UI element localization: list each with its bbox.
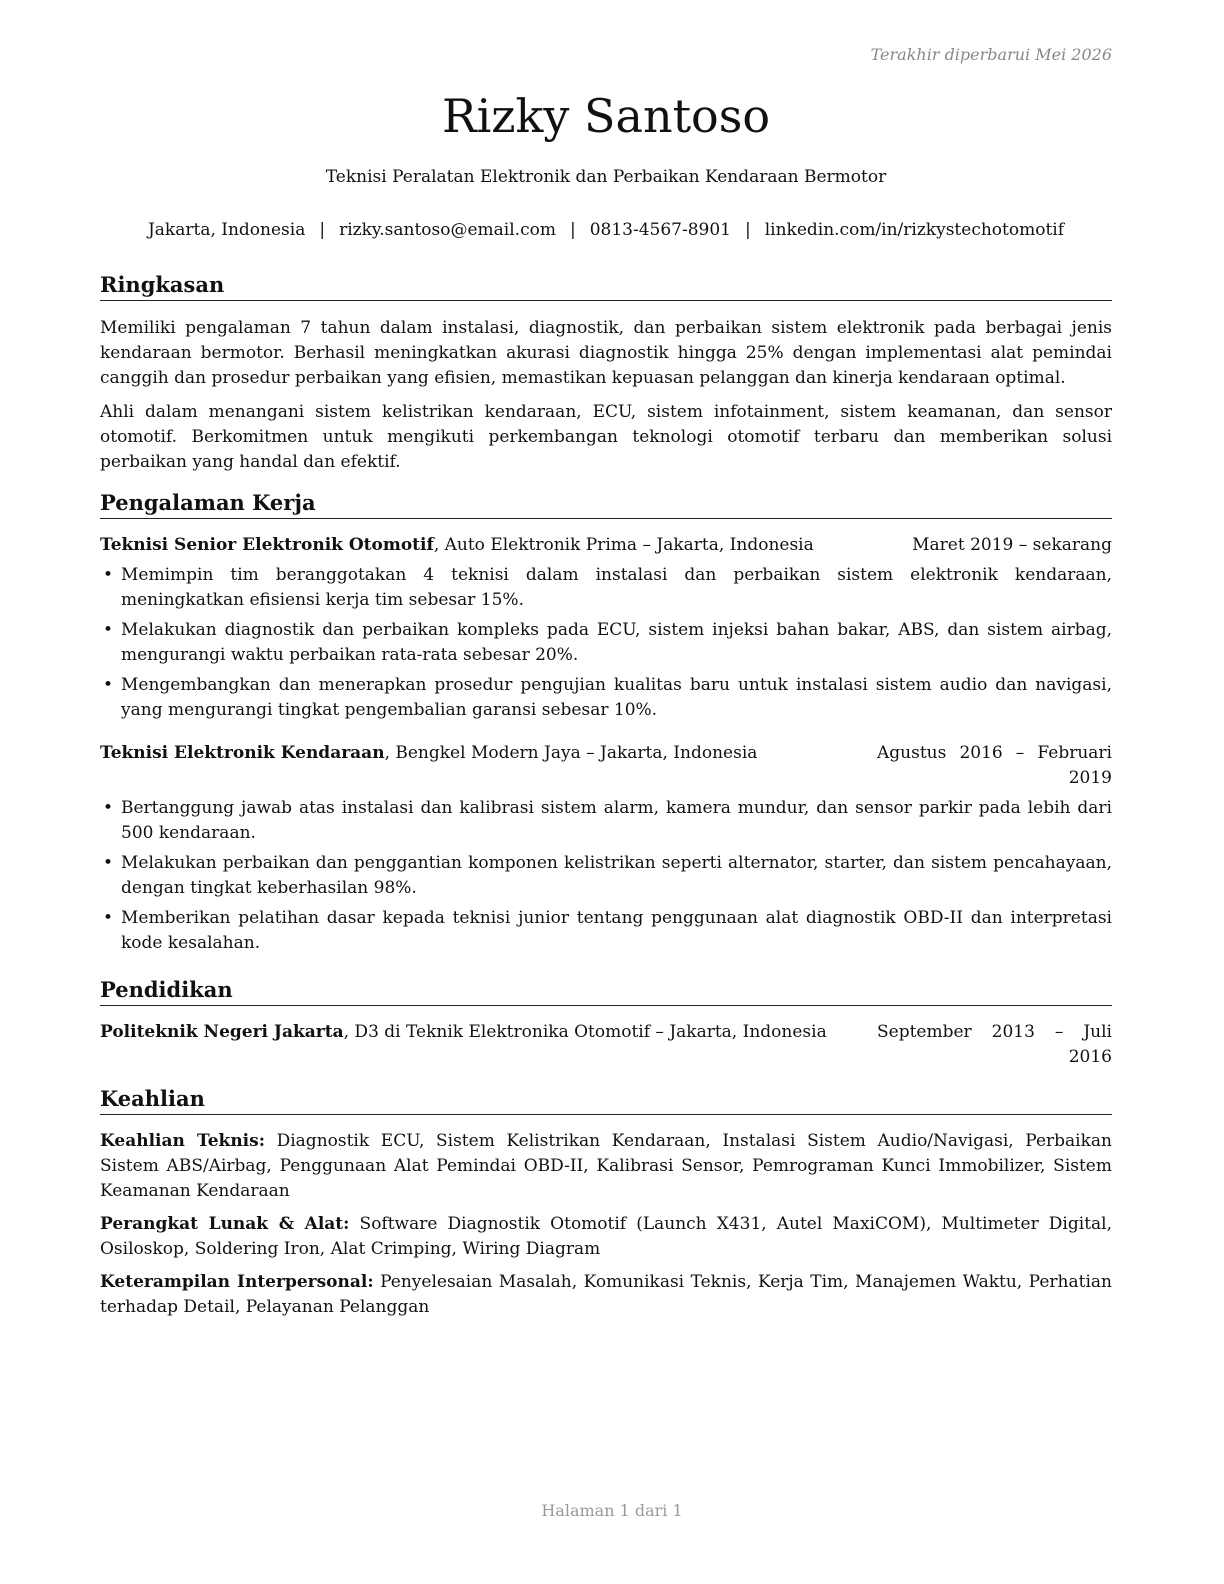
page-number-footer: Halaman 1 dari 1 [541,1501,683,1520]
section-title-summary: Ringkasan [100,271,1112,301]
skills-section [100,1085,1112,1328]
summary-paragraph: Memiliki pengalaman 7 tahun dalam instalasi, diagnostik, dan perbaikan sistem elektronik pada berbagai jenis kendaraan bermotor. Berhasil meningkatkan akurasi diagnostik hingga 25% dengan implementasi alat pemindai canggih dan prosedur perbaikan yang efisien, memastikan kepuasan pelanggan dan kinerja kendaraan optimal. [100,318,1112,388]
job-header [100,533,1112,558]
education-detail: , D3 di Teknik Elektronika Otomotif – Jakarta, Indonesia [343,1022,827,1042]
skill-group-label: Keterampilan Interpersonal: [100,1272,374,1292]
experience-section [100,489,1112,961]
summary-section [100,271,1112,475]
job-bullet [100,796,1112,846]
job-bullets [100,796,1112,956]
contact-separator: | [319,220,326,240]
job-bullet [100,673,1112,723]
job-role: Teknisi Senior Elektronik Otomotif [100,535,434,555]
job-bullet [100,563,1112,613]
skill-group [100,1270,1112,1320]
bullet-glyph: • [103,798,114,818]
job-bullet-text: Mengembangkan dan menerapkan prosedur pengujian kualitas baru untuk instalasi sistem audio dan navigasi, yang mengurangi tingkat pengembalian garansi sebesar 10%. [121,675,1112,720]
section-title-skills: Keahlian [100,1085,1112,1115]
job-bullets [100,563,1112,723]
candidate-headline: Teknisi Peralatan Elektronik dan Perbaikan Kendaraan Bermotor [325,167,887,187]
job-bullet-text: Melakukan perbaikan dan penggantian komponen kelistrikan seperti alternator, starter, dan sistem pencahayaan, dengan tingkat keberhasilan 98%. [121,853,1112,898]
job-dates: Maret 2019 – sekarang [912,535,1112,555]
education-entry [100,1020,1112,1070]
job-entry [100,533,1112,723]
job-bullet [100,851,1112,901]
job-bullet-text: Bertanggung jawab atas instalasi dan kalibrasi sistem alarm, kamera mundur, dan sensor parkir pada lebih dari 500 kendaraan. [121,798,1112,843]
job-dates: Agustus 2016 – Februari 2019 [877,743,1112,788]
job-role: Teknisi Elektronik Kendaraan [100,743,385,763]
job-header [100,741,1112,791]
skill-group-text: Penyelesaian Masalah, Komunikasi Teknis, Kerja Tim, Manajemen Waktu, Perhatian terhadap Detail, Pelayanan Pelanggan [100,1272,1112,1317]
job-company: , Auto Elektronik Prima – Jakarta, Indonesia [433,535,814,555]
bullet-glyph: • [103,853,114,873]
skill-group-text: Diagnostik ECU, Sistem Kelistrikan Kendaraan, Instalasi Sistem Audio/Navigasi, Perbaikan Sistem ABS/Airbag, Penggunaan Alat Pemindai OBD-II, Kalibrasi Sensor, Pemrograman Kunci Immobilizer, Sistem Keamanan Kendaraan [100,1131,1112,1201]
section-title-education: Pendidikan [100,976,1112,1006]
contact-linkedin[interactable]: linkedin.com/in/rizkystechotomotif [764,220,1065,240]
job-bullet [100,618,1112,668]
contact-line [100,220,1112,240]
last-updated-note: Terakhir diperbarui Mei 2026 [870,45,1112,64]
candidate-name: Rizky Santoso [441,89,771,143]
skill-group [100,1129,1112,1204]
job-company: , Bengkel Modern Jaya – Jakarta, Indonesia [384,743,758,763]
education-dates: September 2013 – Juli 2016 [877,1022,1112,1067]
skill-group-label: Keahlian Teknis: [100,1131,265,1151]
contact-phone: 0813-4567-8901 [589,220,731,240]
job-bullet-text: Memimpin tim beranggotakan 4 teknisi dalam instalasi dan perbaikan sistem elektronik kendaraan, meningkatkan efisiensi kerja tim sebesar 15%. [121,565,1112,610]
bullet-glyph: • [103,675,114,695]
job-bullet-text: Melakukan diagnostik dan perbaikan kompleks pada ECU, sistem injeksi bahan bakar, ABS, dan sistem airbag, mengurangi waktu perbaikan rata-rata sebesar 20%. [121,620,1112,665]
section-title-experience: Pengalaman Kerja [100,489,1112,519]
contact-location: Jakarta, Indonesia [147,220,306,240]
job-entry [100,741,1112,956]
contact-separator: | [569,220,576,240]
education-school: Politeknik Negeri Jakarta [100,1022,344,1042]
skill-group-text: Software Diagnostik Otomotif (Launch X431, Autel MaxiCOM), Multimeter Digital, Osiloskop, Soldering Iron, Alat Crimping, Wiring Diagram [100,1214,1112,1259]
skill-group-label: Perangkat Lunak & Alat: [100,1214,350,1234]
education-section [100,976,1112,1070]
summary-paragraph: Ahli dalam menangani sistem kelistrikan kendaraan, ECU, sistem infotainment, sistem keamanan, dan sensor otomotif. Berkomitmen untuk mengikuti perkembangan teknologi otomotif terbaru dan memberikan solusi perbaikan yang handal dan efektif. [100,402,1112,472]
bullet-glyph: • [103,908,114,928]
bullet-glyph: • [103,565,114,585]
contact-separator: | [744,220,751,240]
skill-group [100,1212,1112,1262]
job-bullet-text: Memberikan pelatihan dasar kepada teknisi junior tentang penggunaan alat diagnostik OBD-II dan interpretasi kode kesalahan. [121,908,1112,953]
job-bullet [100,906,1112,956]
contact-email[interactable]: rizky.santoso@email.com [339,220,556,240]
bullet-glyph: • [103,620,114,640]
